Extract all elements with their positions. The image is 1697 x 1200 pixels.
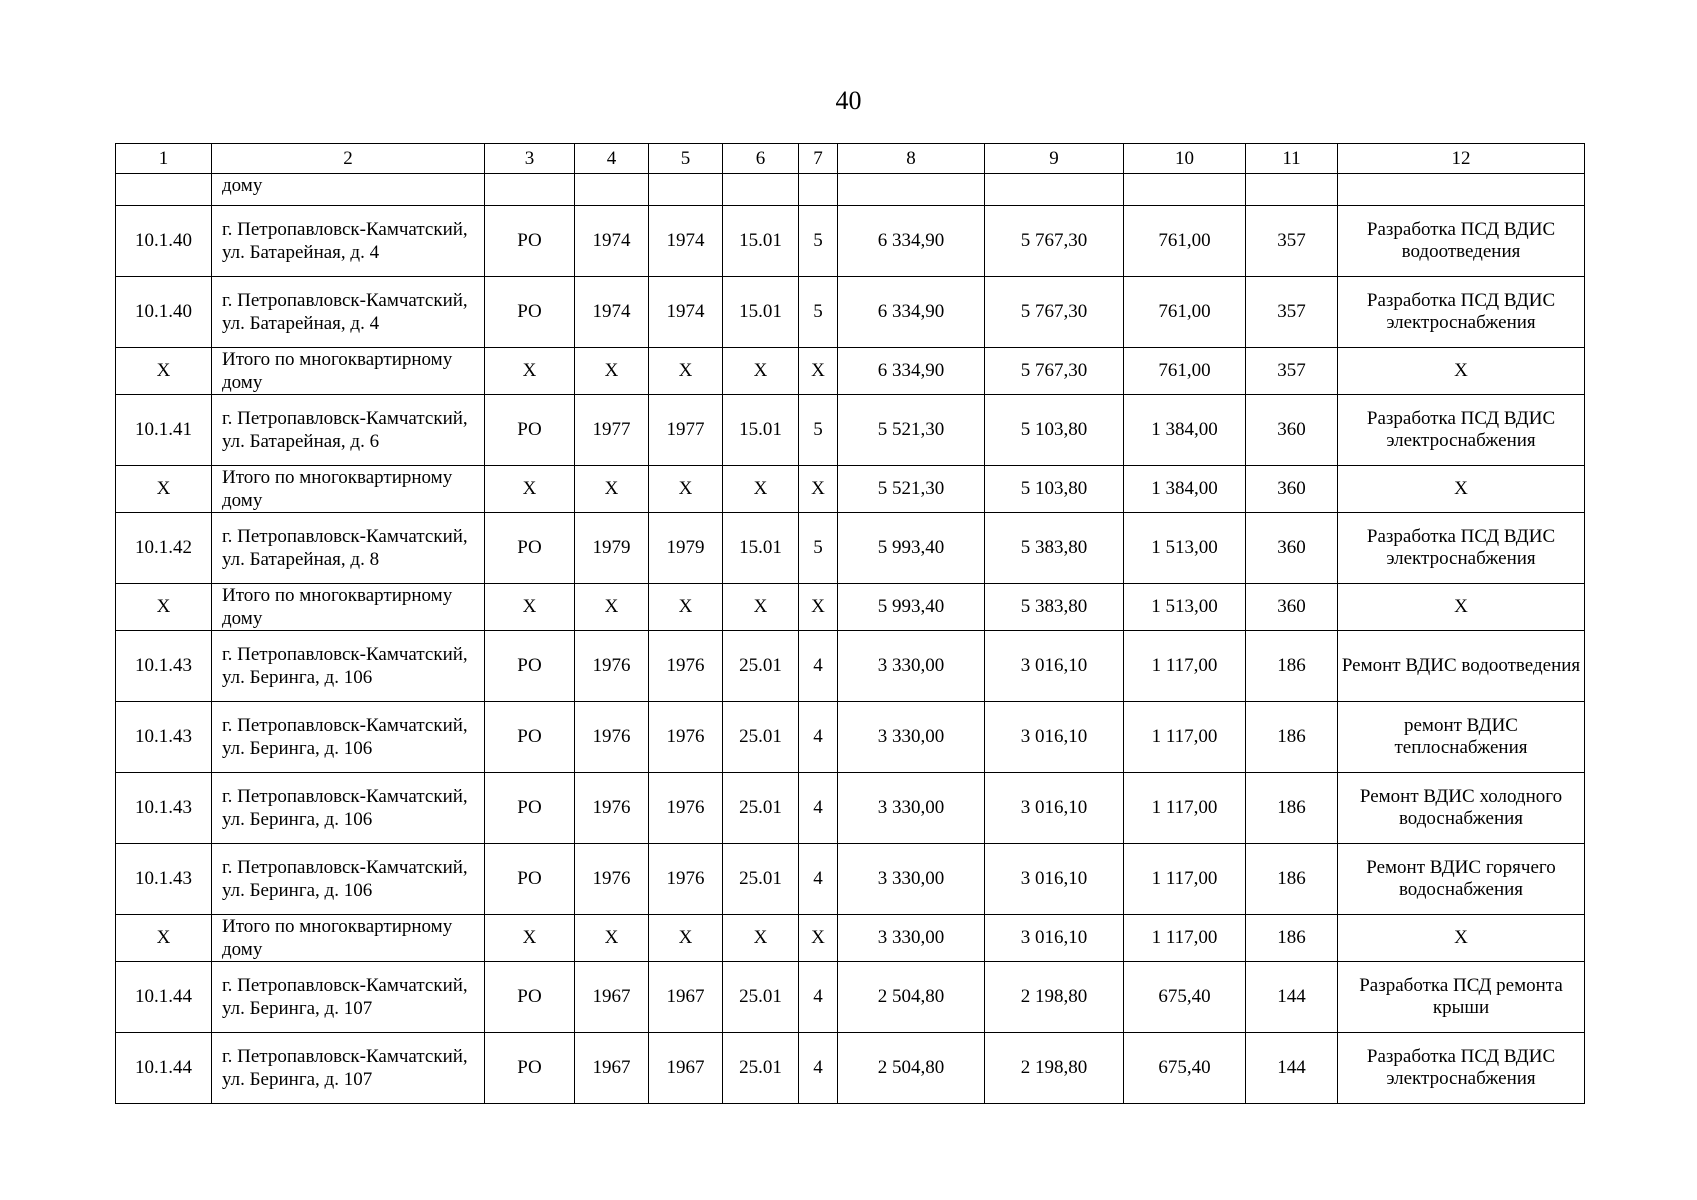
total-row	[116, 466, 1585, 513]
cell-year-commissioned: Х	[649, 348, 723, 395]
cell-work-type: Х	[1338, 584, 1585, 631]
cell-residents: 360	[1246, 466, 1338, 513]
cell-nonliving-area: 10	[1124, 144, 1246, 174]
cell-total-area: 2 504,80	[838, 962, 985, 1033]
cell-number: Х	[116, 466, 212, 513]
cell-floors: Х	[799, 584, 838, 631]
cell-residents: 186	[1246, 844, 1338, 915]
cell-total-area: 5 993,40	[838, 584, 985, 631]
cell-address: Итого по многоквартирному дому	[212, 584, 485, 631]
cell-total-area: 5 521,30	[838, 395, 985, 466]
cell-number: 10.1.42	[116, 513, 212, 584]
cell-code: 25.01	[723, 844, 799, 915]
cell-floors: 5	[799, 513, 838, 584]
cell-total-area: 3 330,00	[838, 773, 985, 844]
cell-year-built: Х	[575, 466, 649, 513]
cell-year-commissioned: 5	[649, 144, 723, 174]
cell-address: Итого по многоквартирному дому	[212, 348, 485, 395]
cell-work-type: Х	[1338, 915, 1585, 962]
cell-number: Х	[116, 915, 212, 962]
cell-work-type: Х	[1338, 466, 1585, 513]
cell-total-area: 5 993,40	[838, 513, 985, 584]
cell-residents: 186	[1246, 773, 1338, 844]
cell-residents: 360	[1246, 584, 1338, 631]
cell-number	[116, 174, 212, 206]
cell-year-built: 1967	[575, 962, 649, 1033]
cell-floors: 7	[799, 144, 838, 174]
cell-living-area: 3 016,10	[985, 915, 1124, 962]
cell-owner: Х	[485, 915, 575, 962]
table-row	[116, 773, 1585, 844]
cell-nonliving-area: 761,00	[1124, 348, 1246, 395]
cell-owner: РО	[485, 277, 575, 348]
cell-nonliving-area: 1 384,00	[1124, 466, 1246, 513]
cell-owner: РО	[485, 631, 575, 702]
cell-number: 10.1.44	[116, 962, 212, 1033]
cell-code	[723, 174, 799, 206]
cell-year-built: 1979	[575, 513, 649, 584]
cell-code: 6	[723, 144, 799, 174]
cell-owner: Х	[485, 466, 575, 513]
cell-nonliving-area: 1 513,00	[1124, 584, 1246, 631]
cell-floors: 5	[799, 395, 838, 466]
cell-residents: 11	[1246, 144, 1338, 174]
cell-total-area: 8	[838, 144, 985, 174]
cell-floors: 4	[799, 1033, 838, 1104]
cell-number: Х	[116, 584, 212, 631]
cell-total-area	[838, 174, 985, 206]
cell-work-type: Ремонт ВДИС горячего водоснабжения	[1338, 844, 1585, 915]
cell-living-area: 5 383,80	[985, 584, 1124, 631]
cell-year-commissioned: 1976	[649, 702, 723, 773]
cell-number: 10.1.43	[116, 773, 212, 844]
cell-address: г. Петропавловск-Камчатский, ул. Беринга, д. 106	[212, 773, 485, 844]
cell-number: 10.1.40	[116, 206, 212, 277]
table-row	[116, 277, 1585, 348]
cell-floors: Х	[799, 466, 838, 513]
cell-year-commissioned: Х	[649, 466, 723, 513]
cell-year-built: 1967	[575, 1033, 649, 1104]
cell-floors: 4	[799, 702, 838, 773]
cell-floors: 4	[799, 631, 838, 702]
cell-total-area: 5 521,30	[838, 466, 985, 513]
cell-owner: Х	[485, 348, 575, 395]
total-row	[116, 915, 1585, 962]
cell-living-area: 5 103,80	[985, 466, 1124, 513]
cell-owner: 3	[485, 144, 575, 174]
cell-code: Х	[723, 348, 799, 395]
cell-work-type: Разработка ПСД ВДИС электроснабжения	[1338, 1033, 1585, 1104]
cell-living-area: 3 016,10	[985, 773, 1124, 844]
cell-floors: 5	[799, 206, 838, 277]
cell-work-type: Разработка ПСД ВДИС электроснабжения	[1338, 513, 1585, 584]
cell-year-built: Х	[575, 348, 649, 395]
cell-residents: 357	[1246, 206, 1338, 277]
cell-nonliving-area: 1 117,00	[1124, 915, 1246, 962]
cell-residents: 186	[1246, 631, 1338, 702]
program-table	[115, 143, 1585, 1104]
cell-living-area: 3 016,10	[985, 844, 1124, 915]
table-row	[116, 1033, 1585, 1104]
cell-nonliving-area: 761,00	[1124, 206, 1246, 277]
cell-address: г. Петропавловск-Камчатский, ул. Батарейная, д. 4	[212, 206, 485, 277]
cell-residents: 186	[1246, 702, 1338, 773]
cell-residents: 186	[1246, 915, 1338, 962]
cell-owner: РО	[485, 206, 575, 277]
cell-living-area: 3 016,10	[985, 702, 1124, 773]
cell-owner: РО	[485, 962, 575, 1033]
cell-number: Х	[116, 348, 212, 395]
cell-work-type: Ремонт ВДИС водоотведения	[1338, 631, 1585, 702]
cell-number: 10.1.41	[116, 395, 212, 466]
cell-owner: РО	[485, 773, 575, 844]
cell-code: 25.01	[723, 773, 799, 844]
table-row	[116, 206, 1585, 277]
cell-floors: Х	[799, 915, 838, 962]
cell-address: г. Петропавловск-Камчатский, ул. Беринга, д. 107	[212, 962, 485, 1033]
cell-year-commissioned: 1967	[649, 1033, 723, 1104]
cell-residents: 357	[1246, 277, 1338, 348]
cell-year-commissioned: 1967	[649, 962, 723, 1033]
cell-living-area: 5 767,30	[985, 277, 1124, 348]
cell-work-type: 12	[1338, 144, 1585, 174]
table-row	[116, 513, 1585, 584]
cell-total-area: 6 334,90	[838, 277, 985, 348]
cell-residents: 357	[1246, 348, 1338, 395]
cell-address: 2	[212, 144, 485, 174]
cell-number: 10.1.44	[116, 1033, 212, 1104]
cell-nonliving-area: 761,00	[1124, 277, 1246, 348]
cell-floors	[799, 174, 838, 206]
cell-living-area: 3 016,10	[985, 631, 1124, 702]
cell-nonliving-area: 675,40	[1124, 962, 1246, 1033]
cell-year-built: Х	[575, 915, 649, 962]
cell-address: г. Петропавловск-Камчатский, ул. Беринга, д. 107	[212, 1033, 485, 1104]
cell-year-commissioned: 1976	[649, 844, 723, 915]
cell-owner: Х	[485, 584, 575, 631]
cell-floors: 4	[799, 844, 838, 915]
table-row	[116, 631, 1585, 702]
cell-residents: 360	[1246, 395, 1338, 466]
cell-code: Х	[723, 915, 799, 962]
cell-total-area: 3 330,00	[838, 915, 985, 962]
cell-nonliving-area	[1124, 174, 1246, 206]
cell-work-type: Ремонт ВДИС холодного водоснабжения	[1338, 773, 1585, 844]
cell-code: 15.01	[723, 395, 799, 466]
cell-nonliving-area: 1 117,00	[1124, 702, 1246, 773]
cell-year-built: 4	[575, 144, 649, 174]
total-row	[116, 584, 1585, 631]
cell-nonliving-area: 1 117,00	[1124, 844, 1246, 915]
cell-floors: 4	[799, 773, 838, 844]
cell-code: 25.01	[723, 962, 799, 1033]
cell-number: 10.1.40	[116, 277, 212, 348]
cell-total-area: 3 330,00	[838, 631, 985, 702]
cell-owner: РО	[485, 1033, 575, 1104]
page-number: 40	[835, 86, 862, 115]
cell-year-built: 1974	[575, 206, 649, 277]
cell-nonliving-area: 1 117,00	[1124, 773, 1246, 844]
cell-address: Итого по многоквартирному дому	[212, 915, 485, 962]
cell-living-area: 5 767,30	[985, 348, 1124, 395]
cell-code: 25.01	[723, 702, 799, 773]
cell-nonliving-area: 1 513,00	[1124, 513, 1246, 584]
cell-living-area: 5 103,80	[985, 395, 1124, 466]
cell-year-commissioned: Х	[649, 915, 723, 962]
cell-floors: Х	[799, 348, 838, 395]
cell-residents: 360	[1246, 513, 1338, 584]
cell-year-built: Х	[575, 584, 649, 631]
cell-work-type	[1338, 174, 1585, 206]
cell-address: г. Петропавловск-Камчатский, ул. Беринга, д. 106	[212, 844, 485, 915]
cell-year-commissioned	[649, 174, 723, 206]
cell-address: Итого по многоквартирному дому	[212, 466, 485, 513]
cell-total-area: 3 330,00	[838, 702, 985, 773]
cell-year-commissioned: 1979	[649, 513, 723, 584]
cell-year-commissioned: 1974	[649, 277, 723, 348]
cell-code: 15.01	[723, 277, 799, 348]
cell-year-commissioned: Х	[649, 584, 723, 631]
cell-living-area: 2 198,80	[985, 1033, 1124, 1104]
cell-address: г. Петропавловск-Камчатский, ул. Батарейная, д. 4	[212, 277, 485, 348]
cell-work-type: Х	[1338, 348, 1585, 395]
cell-work-type: ремонт ВДИС теплоснабжения	[1338, 702, 1585, 773]
cell-total-area: 6 334,90	[838, 348, 985, 395]
table-body	[116, 144, 1585, 1104]
cell-owner: РО	[485, 395, 575, 466]
table-row	[116, 395, 1585, 466]
cell-year-built: 1974	[575, 277, 649, 348]
cell-residents: 144	[1246, 1033, 1338, 1104]
cell-code: Х	[723, 584, 799, 631]
cell-address: г. Петропавловск-Камчатский, ул. Беринга, д. 106	[212, 702, 485, 773]
cell-number: 1	[116, 144, 212, 174]
cell-code: 25.01	[723, 1033, 799, 1104]
cell-year-commissioned: 1976	[649, 631, 723, 702]
cell-work-type: Разработка ПСД ВДИС электроснабжения	[1338, 277, 1585, 348]
cell-living-area: 9	[985, 144, 1124, 174]
cell-year-built: 1976	[575, 844, 649, 915]
cell-year-commissioned: 1977	[649, 395, 723, 466]
cell-work-type: Разработка ПСД ВДИС водоотведения	[1338, 206, 1585, 277]
cell-number: 10.1.43	[116, 631, 212, 702]
cell-year-commissioned: 1976	[649, 773, 723, 844]
cell-owner: РО	[485, 513, 575, 584]
cell-residents	[1246, 174, 1338, 206]
cell-address: г. Петропавловск-Камчатский, ул. Батарейная, д. 6	[212, 395, 485, 466]
cell-nonliving-area: 675,40	[1124, 1033, 1246, 1104]
cell-total-area: 3 330,00	[838, 844, 985, 915]
cell-floors: 5	[799, 277, 838, 348]
cell-year-built	[575, 174, 649, 206]
cell-owner: РО	[485, 702, 575, 773]
cell-number: 10.1.43	[116, 702, 212, 773]
cell-total-area: 6 334,90	[838, 206, 985, 277]
cell-living-area: 2 198,80	[985, 962, 1124, 1033]
cell-address: г. Петропавловск-Камчатский, ул. Батарейная, д. 8	[212, 513, 485, 584]
cell-code: 15.01	[723, 206, 799, 277]
cell-living-area: 5 767,30	[985, 206, 1124, 277]
cell-total-area: 2 504,80	[838, 1033, 985, 1104]
cell-address: г. Петропавловск-Камчатский, ул. Беринга, д. 106	[212, 631, 485, 702]
cell-year-built: 1976	[575, 702, 649, 773]
cell-code: Х	[723, 466, 799, 513]
cell-work-type: Разработка ПСД ремонта крыши	[1338, 962, 1585, 1033]
cell-code: 25.01	[723, 631, 799, 702]
continuation-row	[116, 174, 1585, 206]
cell-work-type: Разработка ПСД ВДИС электроснабжения	[1338, 395, 1585, 466]
table-row	[116, 962, 1585, 1033]
cell-address: дому	[212, 174, 485, 206]
header-row	[116, 144, 1585, 174]
cell-code: 15.01	[723, 513, 799, 584]
cell-nonliving-area: 1 384,00	[1124, 395, 1246, 466]
table-row	[116, 844, 1585, 915]
cell-year-built: 1976	[575, 631, 649, 702]
total-row	[116, 348, 1585, 395]
cell-living-area	[985, 174, 1124, 206]
cell-residents: 144	[1246, 962, 1338, 1033]
cell-year-commissioned: 1974	[649, 206, 723, 277]
cell-number: 10.1.43	[116, 844, 212, 915]
cell-floors: 4	[799, 962, 838, 1033]
cell-nonliving-area: 1 117,00	[1124, 631, 1246, 702]
table-row	[116, 702, 1585, 773]
cell-living-area: 5 383,80	[985, 513, 1124, 584]
cell-owner	[485, 174, 575, 206]
cell-year-built: 1976	[575, 773, 649, 844]
cell-owner: РО	[485, 844, 575, 915]
cell-year-built: 1977	[575, 395, 649, 466]
